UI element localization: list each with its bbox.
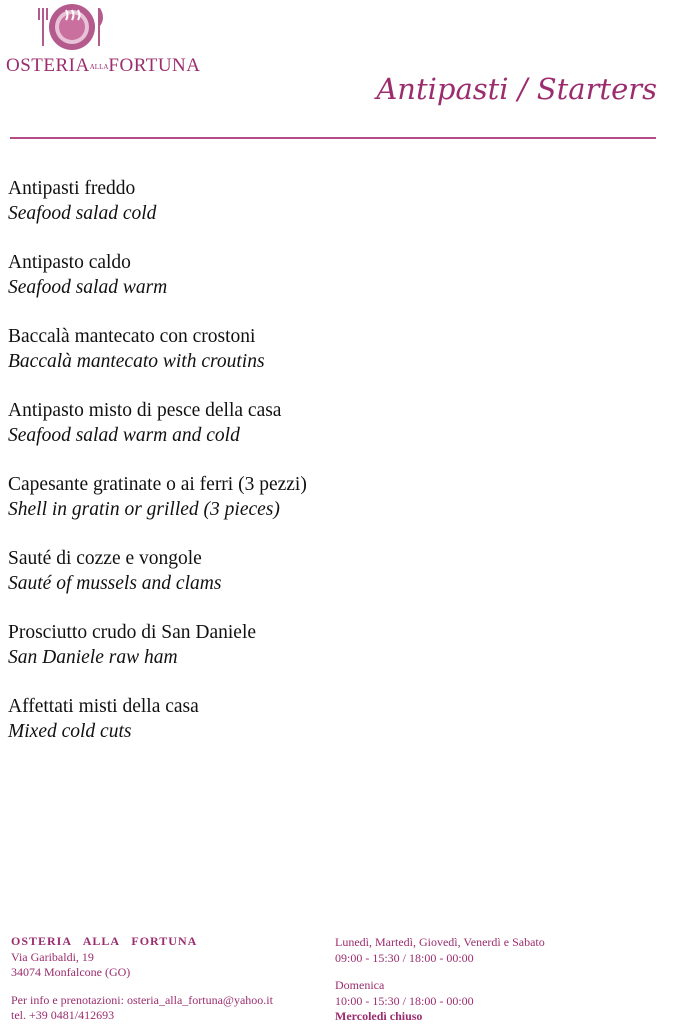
dish-italian: Capesante gratinate o ai ferri (3 pezzi)	[8, 474, 307, 495]
list-item	[8, 324, 648, 398]
list-item	[8, 546, 648, 620]
dish-english: Seafood salad cold	[8, 203, 157, 224]
dish-italian: Affettati misti della casa	[8, 696, 199, 717]
list-item	[8, 398, 648, 472]
section-title: Antipasti / Starters	[376, 72, 657, 106]
dish-italian: Prosciutto crudo di San Daniele	[8, 622, 257, 643]
dish-english: Mixed cold cuts	[8, 721, 132, 742]
header-divider	[10, 137, 656, 139]
footer-phone[interactable]: tel. +39 0481/412693	[11, 1008, 115, 1022]
dish-italian: Baccalà mantecato con crostoni	[8, 326, 256, 347]
footer-sunday-times: 10:00 - 15:30 / 18:00 - 00:00	[335, 993, 474, 1008]
footer-hours-times: 09:00 - 15:30 / 18:00 - 00:00	[335, 950, 474, 965]
dish-italian: Sauté di cozze e vongole	[8, 548, 202, 569]
restaurant-logo	[6, 2, 201, 90]
footer-hours	[335, 935, 675, 1025]
list-item	[8, 694, 648, 768]
footer-spacer	[11, 981, 331, 993]
list-item	[8, 250, 648, 324]
logo-name-small: ALLA	[89, 63, 109, 71]
dish-english: Sauté of mussels and clams	[8, 573, 222, 594]
dish-italian: Antipasti freddo	[8, 178, 136, 199]
dish-italian: Antipasto caldo	[8, 252, 131, 273]
logo-wordmark	[6, 55, 201, 77]
footer-closed-day: Mercoledì chiuso	[335, 1009, 423, 1023]
logo-name-second: FORTUNA	[108, 55, 201, 76]
plate-cutlery-icon	[36, 2, 108, 52]
footer-contact	[11, 934, 331, 1024]
footer-info-email[interactable]: Per info e prenotazioni: osteria_alla_fortuna@yahoo.it	[11, 992, 273, 1007]
dish-english: Shell in gratin or grilled (3 pieces)	[8, 499, 280, 520]
dish-english: Seafood salad warm and cold	[8, 425, 240, 446]
dish-english: Baccalà mantecato with croutins	[8, 351, 265, 372]
footer-hours-days: Lunedì, Martedì, Giovedì, Venerdì e Sabato	[335, 935, 545, 949]
list-item	[8, 176, 648, 250]
footer-spacer	[335, 966, 675, 978]
footer-address-line1: Via Garibaldi, 19	[11, 949, 94, 964]
footer-restaurant-name: OSTERIA ALLA FORTUNA	[11, 934, 198, 948]
dish-english: Seafood salad warm	[8, 277, 168, 298]
footer-sunday-label: Domenica	[335, 978, 385, 992]
dish-english: San Daniele raw ham	[8, 647, 178, 668]
menu-list	[8, 176, 648, 768]
list-item	[8, 472, 648, 546]
footer-address-line2: 34074 Monfalcone (GO)	[11, 965, 131, 979]
dish-italian: Antipasto misto di pesce della casa	[8, 400, 282, 421]
list-item	[8, 620, 648, 694]
logo-name-main: OSTERIA	[6, 55, 90, 76]
